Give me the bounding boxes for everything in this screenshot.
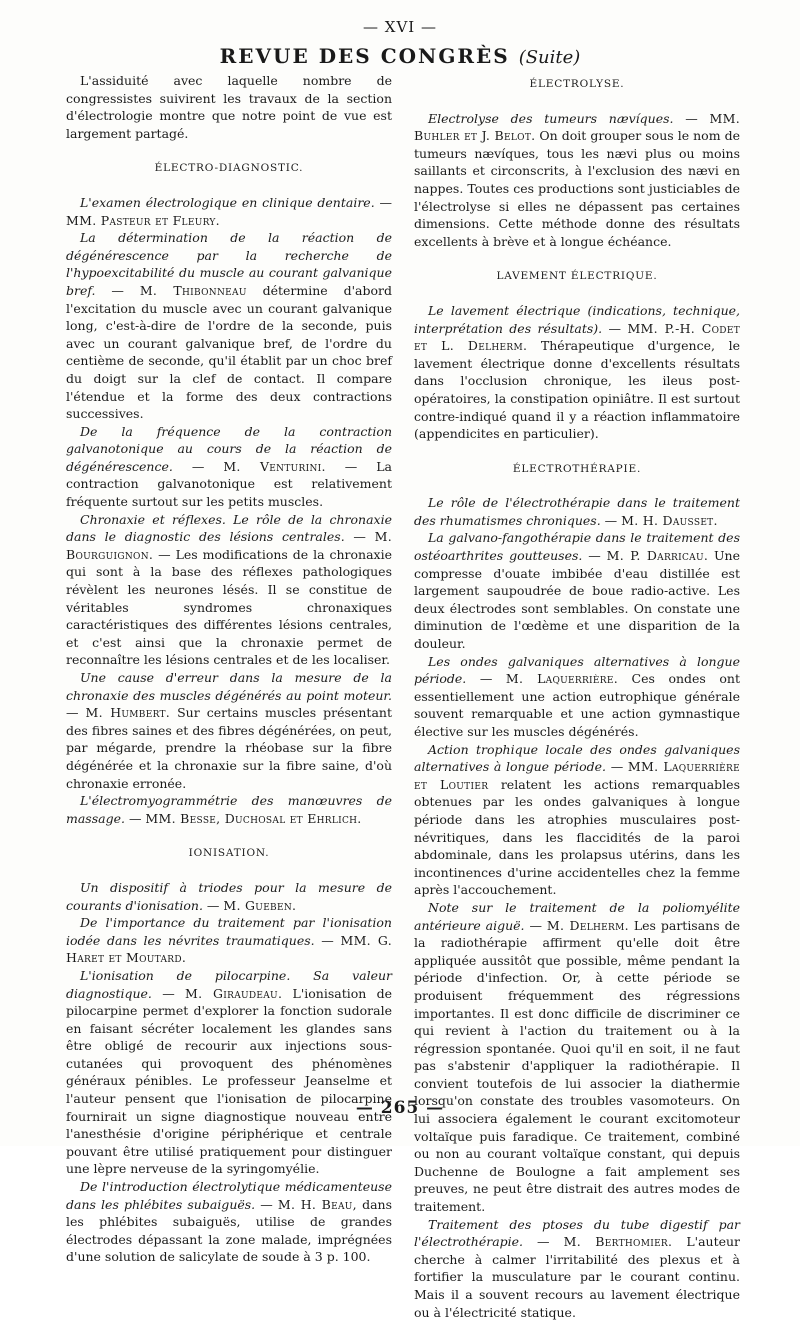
entry: Une cause d'erreur dans la mesure de la chronaxie des muscles dégénérés au point moteur. — M. Humbert. Sur certains muscles présentant des fibres saines et des fibres dégénérées, on peut, par mégarde, prendre la rhéobase sur la fibre dégénérée et la chronaxie sur la fibre saine, d'où chronaxie erronée. [66, 670, 392, 791]
entry-authors: M. Berthomier. [563, 1234, 673, 1250]
entry-text: Ces ondes ont essentiellement une action eutrophique générale souvent remarquable et une action gymnastique élective sur les muscles dégénérés. [414, 671, 740, 739]
section-heading-lavement: LAVEMENT ÉLECTRIQUE. [496, 270, 658, 283]
entry-text: relatent les actions remarquables obtenues par les ondes galvaniques à longue période dans les atrophies musculaires post-névritiques, dans les flaccidités de la paroi abdominale, dans les prolapsus utérins, dans les incontinences d'urine accidentelles chez la femme après l'accouchement. [414, 776, 740, 898]
entry-authors: MM. G. Haret et Moutard. [66, 932, 393, 966]
entry: L'électromyogrammétrie des manœuvres de massage. — MM. Besse, Duchosal et Ehrlich. [66, 793, 392, 826]
entry-authors: M. Giraudeau. [185, 985, 283, 1001]
entry-authors: M. H. Dausset. [621, 512, 718, 528]
entry: De l'introduction électrolytique médicamenteuse dans les phlébites subaiguës. — M. H. Beau, dans les phlébites subaiguës, utilise de grandes électrodes dépassant la zone malade, imprégnées d'une solution de salicylate de soude à 3 p. 100. [66, 1179, 392, 1265]
entry-title: L'examen électrologique en clinique dentaire. [80, 194, 375, 210]
entry-text: L'auteur cherche à calmer l'irritabilité des plexus et à fortifier la musculature par le courant continu. Mais il a souvent recours au lavement électrique ou à l'électricité statique. [414, 1234, 741, 1320]
entry-authors: M. Venturini. [223, 458, 326, 474]
entry-title: La détermination de la réaction de dégénérescence par la recherche de l'hypoexcitabilité du muscle au courant galvanique bref. [66, 230, 392, 298]
running-head [0, 44, 800, 68]
entry-title: Le lavement électrique (indications, technique, interprétation des résultats). [414, 302, 740, 336]
entry-text: L'ionisation de pilocarpine permet d'explorer la fonction sudorale en faisant sécréter localement les glandes sans être obligé de recourir aux injections sous-cutanées qui provoquent des phénomènes généraux pénibles. Le professeur Jeanselme et l'auteur pensent que l'ionisation de pilocarpine fournirait un signe diagnostique nouveau entre l'anesthésie d'origine périphérique et centrale pouvant être utilisé pratiquement pour distinguer une lèpre nerveuse de la syringomyélie. [66, 985, 393, 1177]
entry: La galvano-fangothérapie dans le traitement des ostéoarthrites goutteuses. — M. P. Darricau. Une compresse d'ouate imbibée d'eau distillée est largement saupoudrée de boue radio-active. Les deux électrodes sont semblables. On constate une diminution de l'œdème et une disparition de la douleur. [414, 530, 740, 652]
entry-authors: M. P. Darricau. [606, 548, 709, 564]
entry-title: L'électromyogrammétrie des manœuvres de massage. [66, 793, 392, 826]
entry-authors: MM. Laquerrière et Loutier [414, 759, 740, 792]
section-heading-ionisation: IONISATION. [188, 847, 270, 860]
entry-title: De l'introduction électrolytique médicamenteuse dans les phlébites subaiguës. [66, 1179, 392, 1212]
entry-title: Action trophique locale des ondes galvaniques alternatives à longue période. [414, 741, 740, 775]
entry-text: dans les phlébites subaiguës, utilise de grandes électrodes dépassant la zone malade, imprégnées d'une solution de salicylate de soude à 3 p. 100. [66, 1196, 392, 1265]
journal-section-title: REVUE DES CONGRÈS [219, 44, 510, 68]
entry-authors: MM. P.-H. Codet et L. Delherm. [414, 320, 740, 354]
section-heading-electrotherapie: ÉLECTROTHÉRAPIE. [512, 462, 642, 475]
entry: De la fréquence de la contraction galvanotonique au cours de la réaction de dégénérescence. — M. Venturini. — La contraction galvanotonique est relativement fréquente surtout sur les petits muscles. [66, 423, 392, 510]
entry-title: Electrolyse des tumeurs nævíques. [428, 110, 674, 126]
entry: Note sur le traitement de la poliomyélite antérieure aiguë. — M. Delherm. Les partisans de la radiothérapie affirment qu'elle doit être appliquée aussitôt que possible, même pendant la période d'infection. Or, à cette période se produisent fréquemment des régressions importantes. Il est donc difficile de discriminer ce qui revient à l'action du traitement ou à la régression spontanée. Quoi qu'il en soit, il ne faut pas s'abstenir d'appliquer la radiothérapie. Il convient toutefois de lui associer la diathermie lorsqu'on constate des troubles vasomoteurs. On lui associera également le courant excitomoteur voltaïque puis faradique. Ce traitement, combiné ou non au courant voltaïque constant, qui depuis Duchenne de Boulogne a fait amplement ses preuves, ne peut être distrait des autres modes de traitement. [414, 899, 740, 1215]
entry-text: Les partisans de la radiothérapie affirment qu'elle doit être appliquée aussitôt que possible, même pendant la période d'infection. Or, à cette période se produisent fréquemment des régressions importantes. Il est donc difficile de discriminer ce qui revient à l'action du traitement ou à la régression spontanée. Quoi qu'il en soit, il ne faut pas s'abstenir d'appliquer la radiothérapie. Il convient toutefois de lui associer la diathermie lorsqu'on constate des troubles vasomoteurs. On lui associera également le courant excitomoteur voltaïque puis faradique. Ce traitement, combiné ou non au courant voltaïque constant, qui depuis Duchenne de Boulogne a fait amplement ses preuves, ne peut être distrait des autres modes de traitement. [414, 917, 740, 1215]
entry-text: On doit grouper sous le nom de tumeurs nævíques, tous les nævi plus ou moins saillants et circonscrits, à l'exclusion des nævi en nappes. Toutes ces productions sont justiciables de l'électrolyse si elles ne dépassent pas certaines dimensions. Cette méthode donne des résultats excellents à brève et à longue échéance. [414, 128, 740, 249]
entry-title: L'ionisation de pilocarpine. Sa valeur diagnostique. [66, 967, 392, 1001]
roman-folio: — XVI — [363, 18, 437, 36]
entry-title: Traitement des ptoses du tube digestif par l'électrothérapie. [414, 1216, 740, 1250]
entry-text: Les modifications de la chronaxie qui sont à la base des réflexes pathologiques révèlent les neurones lésés. Il se constitue de véritables syndromes chronaxiques caractéristiques des différentes lésions centrales, et c'est ainsi que la chronaxie permet de reconnaître les lésions centrales et de les localiser. [66, 546, 392, 668]
entry: Action trophique locale des ondes galvaniques alternatives à longue période. — MM. Laquerrière et Loutier relatent les actions remarquables obtenues par les ondes galvaniques à longue période dans les atrophies musculaires post-névritiques, dans les flaccidités de la paroi abdominale, dans les prolapsus utérins, dans les incontinences d'urine accidentelles chez la femme après l'accouchement. [414, 741, 740, 898]
entry-authors: MM. Buhler et J. Belot. [414, 110, 740, 144]
entry-text: La contraction galvanotonique est relativement fréquente surtout sur les petits muscles. [66, 458, 392, 510]
entry: Le lavement électrique (indications, technique, interprétation des résultats). — MM. P.-H. Codet et L. Delherm. Thérapeutique d'urgence, le lavement électrique donne d'excellents résultats dans l'occlusion chronique, les ileus post-opératoires, la constipation opiniâtre. Il est surtout contre-indiqué quand il y a réaction inflammatoire (appendicites en particulier). [414, 302, 740, 442]
entry: L'ionisation de pilocarpine. Sa valeur diagnostique. — M. Giraudeau. L'ionisation de pilocarpine permet d'explorer la fonction sudorale en faisant sécréter localement les glandes sans être obligé de recourir aux injections sous-cutanées qui provoquent des phénomènes généraux pénibles. Le professeur Jeanselme et l'auteur pensent que l'ionisation de pilocarpine fournirait un signe diagnostique nouveau entre l'anesthésie d'origine périphérique et centrale pouvant être utilisé pratiquement pour distinguer une lèpre nerveuse de la syringomyélie. [66, 967, 393, 1177]
entry-authors: MM. Pasteur et Fleury. [66, 212, 220, 228]
entry-title: Une cause d'erreur dans la mesure de la chronaxie des muscles dégénérés au point moteur. [66, 670, 392, 703]
intro-paragraph: L'assiduité avec laquelle nombre de congressistes suivirent les travaux de la section d'électrologie montre que notre point de vue est largement partagé. [66, 73, 392, 141]
section-heading-electro-diagnostic: ÉLECTRO-DIAGNOSTIC. [154, 162, 304, 175]
entry: L'examen électrologique en clinique dentaire. — MM. Pasteur et Fleury. [66, 194, 392, 228]
entry-authors: M. Delherm. [546, 917, 629, 933]
entry-authors: M. Humbert. [85, 705, 171, 721]
entry-title: De l'importance du traitement par l'ionisation iodée dans les névrites traumatiques. [66, 915, 392, 948]
entry-authors: M. Bourguignon. [66, 529, 392, 562]
entry: La détermination de la réaction de dégénérescence par la recherche de l'hypoexcitabilité du muscle au courant galvanique bref. — M. Thibonneau détermine d'abord l'excitation du muscle avec un courant galvanique long, c'est-à-dire de l'ordre de la seconde, puis avec un courant galvanique bref, de l'ordre du centième de seconde, qu'il établit par un choc bref du doigt sur la clef de contact. Il compare l'étendue et la forme des deux contractions successives. [66, 230, 392, 422]
right-column [414, 72, 740, 1321]
entry: Un dispositif à triodes pour la mesure de courants d'ionisation. — M. Gueben. [66, 879, 392, 913]
entry: Chronaxie et réflexes. Le rôle de la chronaxie dans le diagnostic des lésions centrales. — M. Bourguignon. — Les modifications de la chronaxie qui sont à la base des réflexes pathologiques révèlent les neurones lésés. Il se constitue de véritables syndromes chronaxiques caractéristiques des différentes lésions centrales, et c'est ainsi que la chronaxie permet de reconnaître les lésions centrales et de les localiser. [66, 511, 392, 668]
entry-title: De la fréquence de la contraction galvanotonique au cours de la réaction de dégénérescence. [66, 423, 392, 474]
section-heading-electrolyse: ÉLECTROLYSE. [529, 78, 625, 90]
entry-text: Sur certains muscles présentant des fibres saines et des fibres dégénérées, on peut, par mégarde, prendre la rhéobase sur la fibre dégénérée et la chronaxie sur la fibre saine, d'où chronaxie erronée. [66, 705, 392, 791]
left-column [66, 72, 392, 1266]
entry-authors: M. Laquerrière. [505, 671, 618, 687]
entry-text: Thérapeutique d'urgence, le lavement électrique donne d'excellents résultats dans l'occlusion chronique, les ileus post-opératoires, la constipation opiniâtre. Il est surtout contre-indiqué quand il y a réaction inflammatoire (appendicites en particulier). [414, 338, 740, 442]
entry-authors: MM. Besse, Duchosal et Ehrlich. [145, 810, 362, 826]
page-number: — 265 — [355, 1098, 445, 1118]
entry: De l'importance du traitement par l'ionisation iodée dans les névrites traumatiques. — MM. G. Haret et Moutard. [66, 915, 393, 966]
entry: Electrolyse des tumeurs nævíques. — MM. Buhler et J. Belot. On doit grouper sous le nom de tumeurs nævíques, tous les nævi plus ou moins saillants et circonscrits, à l'exclusion des nævi en nappes. Toutes ces productions sont justiciables de l'électrolyse si elles ne dépassent pas certaines dimensions. Cette méthode donne des résultats excellents à brève et à longue échéance. [414, 110, 740, 249]
entry-title: La galvano-fangothérapie dans le traitement des ostéoarthrites goutteuses. [414, 530, 740, 564]
entry-authors: M. Gueben. [223, 897, 297, 913]
entry-authors: M. H. Beau, [277, 1196, 357, 1212]
entry: Traitement des ptoses du tube digestif par l'électrothérapie. — M. Berthomier. L'auteur cherche à calmer l'irritabilité des plexus et à fortifier la musculature par le courant continu. Mais il a souvent recours au lavement électrique ou à l'électricité statique. [414, 1216, 741, 1320]
entry-authors: M. Thibonneau [139, 282, 247, 298]
entry-title: Note sur le traitement de la poliomyélite antérieure aiguë. [414, 899, 740, 933]
entry-title: Chronaxie et réflexes. Le rôle de la chronaxie dans le diagnostic des lésions centrales. [66, 511, 392, 545]
title-suite: (Suite) [518, 47, 581, 68]
entry-text: détermine d'abord l'excitation du muscle avec un courant galvanique long, c'est-à-dire de l'ordre de la seconde, puis avec un courant galvanique bref, de l'ordre du centième de seconde, qu'il établit par un choc bref du doigt sur la clef de contact. Il compare l'étendue et la forme des deux contractions successives. [66, 282, 392, 422]
entry-title: Un dispositif à triodes pour la mesure de courants d'ionisation. [66, 879, 392, 913]
entry-text: Une compresse d'ouate imbibée d'eau distillée est largement saupoudrée de boue radio-active. Les deux électrodes sont semblables. On constate une diminution de l'œdème et une disparition de la douleur. [414, 548, 740, 652]
entry: Les ondes galvaniques alternatives à longue période. — M. Laquerrière. Ces ondes ont essentiellement une action eutrophique générale souvent remarquable et une action gymnastique élective sur les muscles dégénérés. [414, 653, 740, 739]
entry-title: Les ondes galvaniques alternatives à longue période. [414, 653, 740, 687]
entry-title: Le rôle de l'électrothérapie dans le traitement des rhumatismes chroniques. [414, 495, 740, 528]
entry: Le rôle de l'électrothérapie dans le traitement des rhumatismes chroniques. — M. H. Dausset. [414, 495, 740, 528]
